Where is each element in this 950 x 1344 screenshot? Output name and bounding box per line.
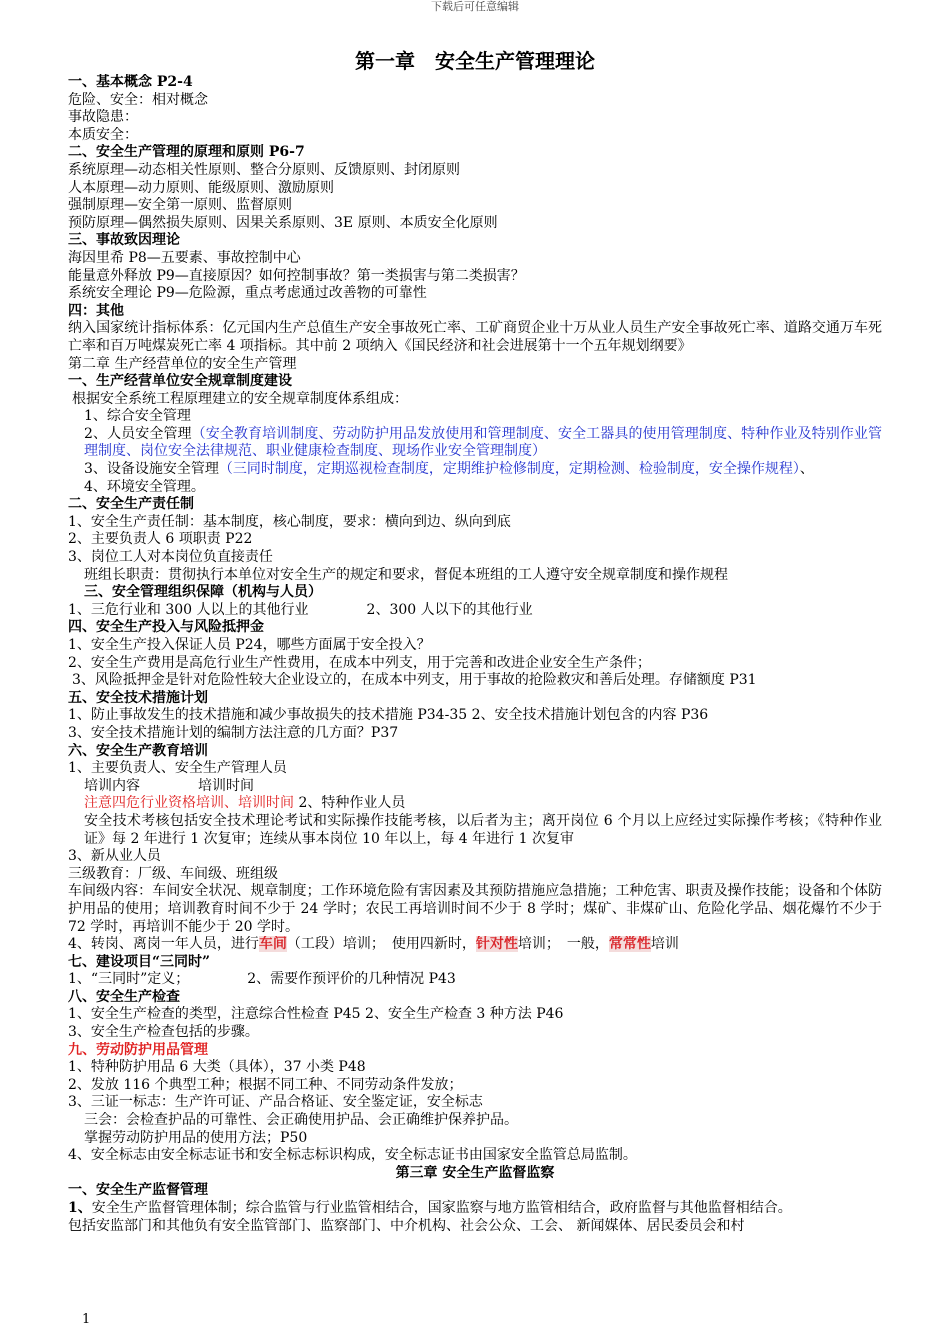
paragraph <box>68 1200 882 1218</box>
document-body <box>68 48 882 1235</box>
page-number: 1 <box>82 1312 91 1327</box>
text-line: 三级教育：厂级、车间级、班组级 <box>68 865 278 882</box>
text-line: 三会：会检查护品的可靠性、会正确使用护品、会正确维护保养护品。 <box>84 1112 518 1129</box>
text-line: 2、安全生产费用是高危行业生产性费用，在成本中列支，用于完善和改进企业安全生产条件； <box>68 654 651 671</box>
text-segment: 培训时间 <box>198 777 254 794</box>
text-line: 4、安全标志由安全标志证书和安全标志标识构成，安全标志证书由国家安全监管总局监制。 <box>68 1147 637 1164</box>
section-heading: 三、事故致因理论 <box>68 232 180 249</box>
text-segment: 培训内容 <box>84 777 140 794</box>
page-header-note: 下载后可任意编辑 <box>431 0 519 13</box>
list-item-detail: （安全教育培训制度、劳动防护用品发放使用和管理制度、安全工器具的使用管理制度、特种作业及特别作业管理制度、岗位安全法律规范、职业健康检查制度、现场作业安全管理制度） <box>84 425 882 460</box>
text-line: 根据安全系统工程原理建立的安全规章制度体系组成： <box>72 390 408 407</box>
text-line: 能量意外释放 P9—直接原因？如何控制事故？第一类损害与第二类损害？ <box>68 267 525 284</box>
chapter-3-title: 第三章 安全生产监督监察 <box>395 1164 555 1181</box>
text-line: 预防原理—偶然损失原则、因果关系原则、3E 原则、本质安全化原则 <box>68 214 498 231</box>
text-line: 3、安全技术措施计划的编制方法注意的几方面？P37 <box>68 724 399 741</box>
section-heading: 二、安全生产管理的原理和原则 P6-7 <box>68 144 305 161</box>
section-heading: 一、安全生产监督管理 <box>68 1182 208 1199</box>
list-item <box>68 426 882 461</box>
text-line <box>68 778 882 796</box>
text-line: 1、安全生产检查的类型，注意综合性检查 P45 2、安全生产检查 3 种方法 P46 <box>68 1006 564 1023</box>
chapter-2-title: 第二章 生产经营单位的安全生产管理 <box>68 355 297 372</box>
text-line: 事故隐患： <box>68 109 138 126</box>
text-segment: 1、“三同时”定义； <box>68 971 190 988</box>
section-heading: 三、安全管理组织保障（机构与人员） <box>84 584 322 601</box>
list-item-label: 2、人员安全管理 <box>84 425 192 442</box>
text-line: 强制原理—安全第一原则、监督原则 <box>68 197 292 214</box>
chapter-1-title: 第一章 安全生产管理理论 <box>355 49 595 73</box>
text-segment: 1、三危行业和 300 人以上的其他行业 <box>68 601 309 618</box>
text-line: 班组长职责：贯彻执行本单位对安全生产的规定和要求，督促本班组的工人遵守安全规章制度和操作规程 <box>84 566 728 583</box>
list-item-detail: （三同时制度，定期巡视检查制度，定期维护检修制度，定期检测、检验制度，安全操作规程） <box>218 461 800 478</box>
section-heading: 六、安全生产教育培训 <box>68 742 208 759</box>
section-heading: 一、基本概念 P2-4 <box>68 74 193 90</box>
section-heading: 一、生产经营单位安全规章制度建设 <box>68 373 292 390</box>
text-line <box>68 795 882 813</box>
text-line: 包括安监部门和其他负有安全监管部门、监察部门、中介机构、社会公众、工会、 新闻媒体、居民委员会和村 <box>68 1217 745 1234</box>
text-line: 掌握劳动防护用品的使用方法；P50 <box>84 1129 308 1146</box>
text-line: 2、发放 116 个典型工种；根据不同工种、不同劳动条件发放； <box>68 1076 463 1093</box>
section-heading: 七、建设项目“三同时” <box>68 953 211 970</box>
text-line: 3、三证一标志：生产许可证、产品合格证、安全鉴定证，安全标志 <box>68 1094 483 1111</box>
text-segment: 2、特种作业人员 <box>294 795 406 812</box>
text-line: 1、安全生产责任制：基本制度，核心制度，要求：横向到边、纵向到底 <box>68 513 511 530</box>
text-segment: 2、需要作预评价的几种情况 P43 <box>247 971 456 988</box>
text-line: 3、安全生产检查包括的步骤。 <box>68 1024 259 1041</box>
list-item-label: 3、设备设施安全管理 <box>84 461 219 478</box>
paragraph-number: 1、 <box>68 1200 92 1216</box>
text-segment: 培训 <box>650 936 679 953</box>
text-segment: 2、300 人以下的其他行业 <box>366 601 533 618</box>
section-heading: 九、劳动防护用品管理 <box>68 1041 208 1058</box>
text-line: 本质安全： <box>68 126 138 143</box>
text-segment: 培训； 一般， <box>517 936 609 953</box>
section-heading: 五、安全技术措施计划 <box>68 689 208 706</box>
text-line: 1、防止事故发生的技术措施和减少事故损失的技术措施 P34-35 2、安全技术措施计划包含的内容 P36 <box>68 707 709 724</box>
text-segment: （工段）培训； 使用四新时， <box>286 936 476 953</box>
section-heading: 八、安全生产检查 <box>68 988 180 1005</box>
paragraph: 车间级内容：车间安全状况、规章制度；工作环境危险有害因素及其预防措施应急措施；工种危害、职责及操作技能；设备和个体防护用品的使用；培训教育时间不少于 24 学时；农民工再培训时间不少于 8 学时；煤矿、非煤矿山、危险化学品、烟花爆竹不少于 72 学时，再培训不能少于 20 学时。 <box>68 883 882 935</box>
text-line: 2、主要负责人 6 项职责 P22 <box>68 531 253 548</box>
text-line: 海因里希 P8—五要素、事故控制中心 <box>68 249 301 266</box>
paragraph: 纳入国家统计指标体系：亿元国内生产总值生产安全事故死亡率、工矿商贸企业十万从业人员生产安全事故死亡率、道路交通万车死亡率和百万吨煤炭死亡率 4 项指标。其中前 2 项纳入《国民经济和社会进展第十一个五年规划纲要》 <box>68 320 882 354</box>
highlight-term: 针对性 <box>475 936 518 953</box>
section-heading: 四：其他 <box>68 302 124 319</box>
list-item <box>68 461 882 479</box>
text-line: 1、安全生产投入保证人员 P24，哪些方面属于安全投入？ <box>68 637 431 653</box>
text-line: 1、主要负责人、安全生产管理人员 <box>68 760 287 777</box>
text-line <box>68 602 882 620</box>
list-item: 4、环境安全管理。 <box>84 478 205 495</box>
list-item-suffix: 、 <box>799 461 814 478</box>
text-line <box>68 971 882 989</box>
text-line: 3、岗位工人对本岗位负直接责任 <box>68 549 273 566</box>
text-line: 3、风险抵押金是针对危险性较大企业设立的，在成本中列支，用于事故的抢险救灾和善后处理。存储额度 P31 <box>72 672 757 689</box>
list-item: 1、综合安全管理 <box>84 408 191 425</box>
highlight-term: 车间 <box>258 936 287 953</box>
paragraph-text: 安全生产监督管理体制；综合监管与行业监管相结合，国家监察与地方监管相结合，政府监督与其他监督相结合。 <box>91 1200 792 1216</box>
highlighted-note: 注意四危行业资格培训、培训时间 <box>84 795 294 812</box>
section-heading: 四、安全生产投入与风险抵押金 <box>68 619 264 636</box>
text-line: 1、特种防护用品 6 大类（具体），37 小类 P48 <box>68 1059 366 1076</box>
text-line: 人本原理—动力原则、能级原则、激励原则 <box>68 179 334 196</box>
text-line <box>68 936 882 954</box>
paragraph: 安全技术考核包括安全技术理论考试和实际操作技能考核，以后者为主；离开岗位 6 个月以上应经过实际操作考核；《特种作业证》每 2 年进行 1 次复审；连续从事本岗位 10 年以上，每 4 年进行 1 次复审 <box>84 812 882 847</box>
text-line: 3、新从业人员 <box>68 848 161 865</box>
highlight-term: 常常性 <box>608 936 651 953</box>
text-segment: 4、转岗、离岗一年人员，进行 <box>68 936 259 953</box>
text-line: 系统安全理论 P9—危险源，重点考虑通过改善物的可靠性 <box>68 285 427 302</box>
section-heading: 二、安全生产责任制 <box>68 496 194 513</box>
text-line: 系统原理—动态相关性原则、整合分原则、反馈原则、封闭原则 <box>68 161 460 178</box>
text-line: 危险、安全：相对概念 <box>68 91 208 108</box>
